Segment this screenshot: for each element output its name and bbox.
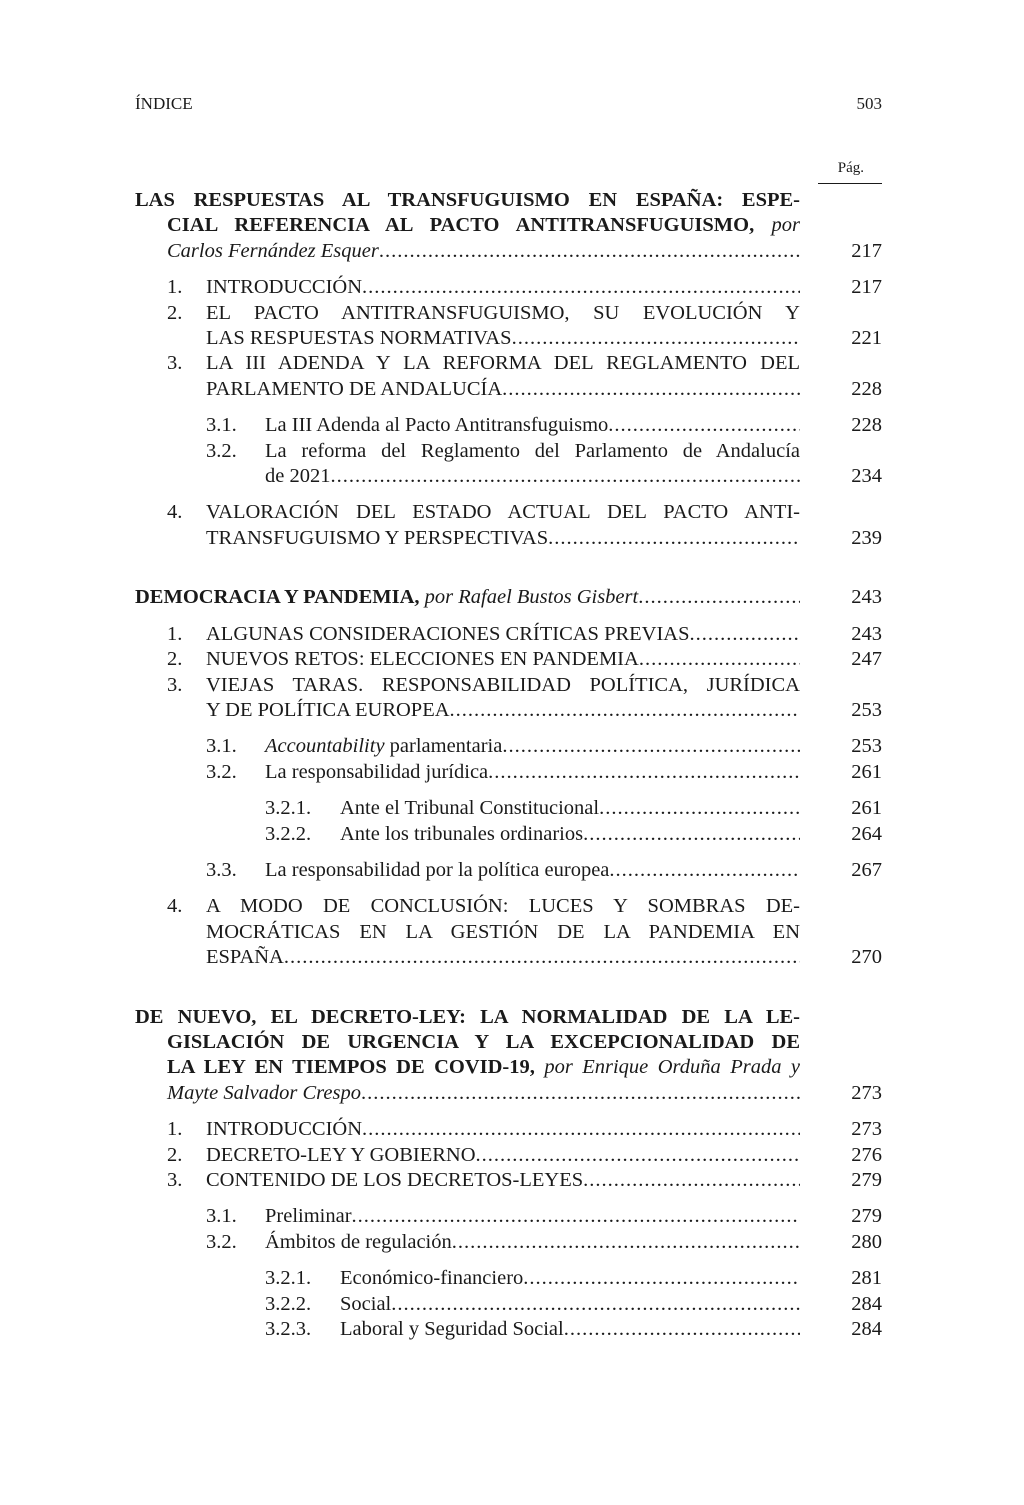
toc-entry-text: Ámbitos de regulación (265, 1230, 452, 1253)
toc-entry (135, 500, 882, 551)
toc-entry-text: LA III ADENDA Y LA REFORMA DEL REGLAMENTO DEL (206, 352, 800, 375)
leader-dots (450, 698, 800, 723)
leader-dots (361, 1081, 800, 1106)
leader-dots (608, 413, 800, 438)
section-author: Mayte Salvador Crespo (167, 1081, 361, 1104)
leader-dots (690, 622, 800, 647)
leader-dots (379, 239, 800, 264)
leader-dots (362, 1117, 800, 1142)
toc-page-number: 253 (851, 698, 882, 721)
toc-entry-text: La reforma del Reglamento del Parlamento de Andalucía (265, 439, 800, 462)
toc-page-number: 247 (851, 648, 882, 671)
toc-entry (135, 894, 882, 970)
toc-subentry (135, 439, 882, 490)
leader-dots (583, 822, 800, 847)
toc-entry (135, 275, 882, 300)
toc-entry-number: 3.3. (206, 858, 237, 881)
toc-entry (135, 301, 882, 352)
toc-page-number: 267 (851, 858, 882, 881)
toc-entry-text: LAS RESPUESTAS NORMATIVAS (206, 327, 512, 350)
leader-dots (391, 1292, 800, 1317)
toc-page-number: 234 (851, 465, 882, 488)
toc-page-number: 270 (851, 946, 882, 969)
leader-dots (638, 585, 800, 610)
toc-subentry (135, 1230, 882, 1255)
leader-dots (564, 1317, 800, 1342)
toc-subsubentry (135, 796, 882, 821)
page-column-label: Pág. (837, 160, 864, 176)
leader-dots (502, 377, 800, 402)
toc-page-number: 280 (851, 1230, 882, 1253)
toc-entry-text: DECRETO-LEY Y GOBIERNO (206, 1143, 476, 1166)
toc-subsubentry (135, 822, 882, 847)
toc-entry (135, 1143, 882, 1168)
leader-dots (362, 275, 800, 300)
toc-entry-number: 1. (167, 622, 183, 645)
toc-entry-text: EL PACTO ANTITRANSFUGUISMO, SU EVOLUCIÓN Y (206, 301, 800, 324)
toc-page-number: 281 (851, 1267, 882, 1290)
toc-subentry (135, 1204, 882, 1229)
section-title (135, 1005, 882, 1107)
toc-entry-number: 2. (167, 648, 183, 671)
toc-entry-text: Accountability parlamentaria (265, 735, 503, 758)
toc-page-number: 273 (851, 1081, 882, 1104)
toc-page-number: 264 (851, 822, 882, 845)
toc-page-number: 243 (851, 586, 882, 609)
toc-subentry (135, 413, 882, 438)
toc-entry-text: PARLAMENTO DE ANDALUCÍA (206, 377, 503, 400)
toc-entry (135, 622, 882, 647)
leader-dots (488, 760, 800, 785)
toc-page-number: 243 (851, 622, 882, 645)
toc-entry-number: 3.2.1. (265, 797, 312, 820)
running-head (135, 94, 882, 114)
leader-dots (330, 464, 800, 489)
toc-page-number: 228 (851, 414, 882, 437)
toc-entry-text: ESPAÑA (206, 946, 284, 969)
toc-entry-text: ALGUNAS CONSIDERACIONES CRÍTICAS PREVIAS (206, 622, 690, 645)
toc-entry-text: Ante los tribunales ordinarios (340, 822, 584, 845)
toc-entry-number: 4. (167, 895, 183, 918)
toc-entry-number: 3. (167, 352, 183, 375)
toc-entry-number: 3.2.2. (265, 822, 312, 845)
leader-dots (523, 1266, 800, 1291)
toc-page-number: 261 (851, 797, 882, 820)
toc-subsubentry (135, 1266, 882, 1291)
leader-dots (583, 1168, 800, 1193)
toc-entry-text: DEMOCRACIA Y PANDEMIA, por Rafael Bustos Gisbert (135, 586, 639, 609)
toc-entry-text: Y DE POLÍTICA EUROPEA (206, 698, 450, 721)
toc-entry-number: 3.2. (206, 1230, 237, 1253)
toc-page-number: 273 (851, 1118, 882, 1141)
toc-entry-text: LA LEY EN TIEMPOS DE COVID-19, por Enrique Orduña Prada y (167, 1056, 800, 1079)
toc-entry-text: LAS RESPUESTAS AL TRANSFUGUISMO EN ESPAÑA: ESPE- (135, 189, 800, 211)
section-title (135, 188, 882, 264)
table-of-contents (135, 188, 882, 1342)
toc-page-number: 279 (851, 1205, 882, 1228)
toc-entry-text: de 2021 (265, 465, 331, 488)
toc-entry-text: MOCRÁTICAS EN LA GESTIÓN DE LA PANDEMIA EN (206, 920, 800, 943)
page-number: 503 (856, 94, 882, 113)
toc-entry-number: 2. (167, 301, 183, 324)
toc-entry-text: CIAL REFERENCIA AL PACTO ANTITRANSFUGUISMO, por (167, 214, 800, 237)
toc-entry-number: 2. (167, 1143, 183, 1166)
toc-entry (135, 1117, 882, 1142)
toc-section-democracia-pandemia (135, 585, 882, 970)
leader-dots (548, 526, 800, 551)
toc-entry-text: DE NUEVO, EL DECRETO-LEY: LA NORMALIDAD DE LA LE- (135, 1005, 800, 1028)
leader-dots (452, 1230, 800, 1255)
running-head-title: ÍNDICE (135, 94, 193, 113)
toc-entry-text: INTRODUCCIÓN (206, 276, 363, 299)
toc-entry-number: 3.1. (206, 735, 237, 758)
toc-entry-text: Social (340, 1292, 392, 1315)
toc-entry-text: La responsabilidad por la política europea (265, 858, 610, 881)
toc-entry-text: La responsabilidad jurídica (265, 760, 489, 783)
toc-entry (135, 673, 882, 724)
toc-entry-text: TRANSFUGUISMO Y PERSPECTIVAS (206, 526, 549, 549)
toc-page-number: 279 (851, 1169, 882, 1191)
toc-subsubentry (135, 1317, 882, 1342)
leader-dots (476, 1143, 800, 1168)
toc-entry-text: VIEJAS TARAS. RESPONSABILIDAD POLÍTICA, JURÍDICA (206, 673, 800, 696)
toc-entry-number: 3.2.2. (265, 1292, 312, 1315)
leader-dots (352, 1204, 800, 1229)
toc-entry-number: 3.2.1. (265, 1267, 312, 1290)
toc-entry-text: INTRODUCCIÓN (206, 1118, 363, 1141)
toc-subentry (135, 760, 882, 785)
toc-entry-number: 3. (167, 673, 183, 696)
leader-dots (284, 945, 800, 970)
toc-entry-text: VALORACIÓN DEL ESTADO ACTUAL DEL PACTO ANTI- (206, 501, 800, 524)
toc-section-decreto-ley (135, 1005, 882, 1343)
toc-entry-text: Laboral y Seguridad Social (340, 1318, 564, 1341)
toc-entry-text: Económico-financiero (340, 1267, 524, 1290)
toc-page-number: 284 (851, 1292, 882, 1315)
toc-page-number: 284 (851, 1318, 882, 1341)
toc-entry-text: GISLACIÓN DE URGENCIA Y LA EXCEPCIONALIDAD DE (167, 1030, 800, 1053)
toc-entry-text: CONTENIDO DE LOS DECRETOS-LEYES (206, 1169, 584, 1191)
toc-entry-number: 3. (167, 1169, 183, 1191)
toc-entry (135, 647, 882, 672)
toc-entry-text: NUEVOS RETOS: ELECCIONES EN PANDEMIA (206, 648, 639, 671)
leader-dots (639, 647, 800, 672)
toc-subsubentry (135, 1292, 882, 1317)
leader-dots (512, 326, 800, 351)
leader-dots (609, 858, 800, 883)
leader-dots (599, 796, 800, 821)
toc-page-number: 221 (851, 327, 882, 350)
toc-entry-number: 1. (167, 276, 183, 299)
toc-page-number: 261 (851, 760, 882, 783)
toc-page-number: 228 (851, 377, 882, 400)
toc-page-number: 276 (851, 1143, 882, 1166)
toc-entry-text: La III Adenda al Pacto Antitransfuguismo (265, 414, 609, 437)
toc-page-number: 217 (851, 239, 882, 262)
toc-entry-number: 3.2. (206, 439, 237, 462)
toc-subentry (135, 734, 882, 759)
section-title (135, 585, 882, 610)
page-column-rule (818, 183, 882, 184)
toc-section-transfuguismo (135, 188, 882, 551)
toc-entry (135, 1168, 882, 1193)
toc-entry-number: 3.2.3. (265, 1318, 312, 1341)
toc-entry-text: Preliminar (265, 1205, 352, 1228)
leader-dots (502, 734, 800, 759)
toc-entry (135, 351, 882, 402)
toc-entry-number: 3.1. (206, 1205, 237, 1228)
toc-subentry (135, 858, 882, 883)
toc-page-number: 239 (851, 526, 882, 549)
section-author: Carlos Fernández Esquer (167, 239, 379, 262)
toc-page-number: 217 (851, 276, 882, 299)
toc-entry-number: 4. (167, 501, 183, 524)
toc-entry-number: 3.2. (206, 760, 237, 783)
toc-entry-text: Ante el Tribunal Constitucional (340, 797, 600, 820)
toc-entry-number: 1. (167, 1118, 183, 1141)
toc-entry-number: 3.1. (206, 414, 237, 437)
toc-entry-text: A MODO DE CONCLUSIÓN: LUCES Y SOMBRAS DE- (206, 895, 800, 918)
toc-page-number: 253 (851, 735, 882, 758)
